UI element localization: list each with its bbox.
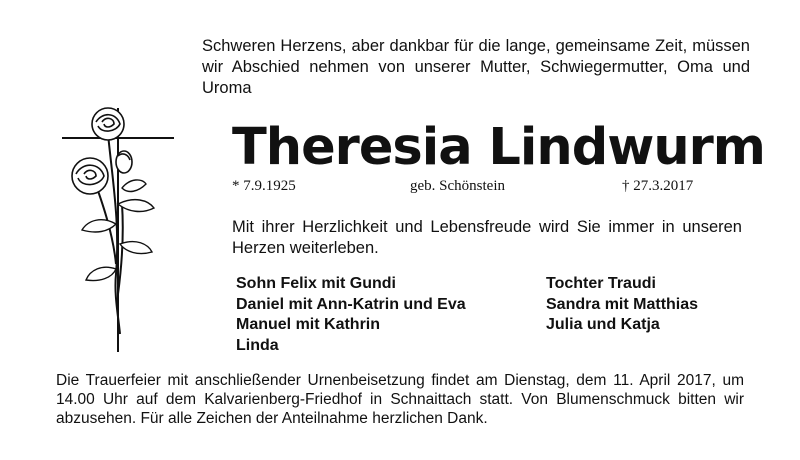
family-member: Manuel mit Kathrin xyxy=(236,316,381,333)
death-date: † 27.3.2017 xyxy=(622,178,694,194)
birth-date: * 7.9.1925 xyxy=(232,178,296,194)
family-member: Daniel mit Ann-Katrin und Eva xyxy=(236,295,466,313)
family-member: Sandra mit Matthias xyxy=(546,295,699,313)
family-member: Julia und Katja xyxy=(546,316,660,333)
family-member: Sohn Felix mit Gundi xyxy=(236,275,396,292)
family-list-right xyxy=(546,274,698,336)
deceased-name: Theresia Lindwurm xyxy=(232,118,765,177)
family-member: Linda xyxy=(236,336,279,354)
family-list-left xyxy=(236,274,466,356)
service-details: Die Trauerfeier mit anschließender Urnenbeisetzung findet am Dienstag, dem 11. April 2017, um 14.00 Uhr auf dem Kalvarienberg-Friedhof in Schnaittach statt. Von Blumenschmuck bitten wir abzusehen. Für alle Zeichen der Anteilnahme herzlichen Dank. xyxy=(56,372,744,427)
tribute-text: Mit ihrer Herzlichkeit und Lebensfreude wird Sie immer in unseren Herzen weiterleben. xyxy=(232,218,742,257)
cross-with-roses-icon xyxy=(58,104,178,354)
family-member: Tochter Traudi xyxy=(546,275,656,292)
intro-text: Schweren Herzens, aber dankbar für die lange, gemeinsame Zeit, müssen wir Abschied nehmen von unserer Mutter, Schwiegermutter, Oma und Uroma xyxy=(202,37,750,97)
maiden-name: geb. Schönstein xyxy=(410,178,505,194)
